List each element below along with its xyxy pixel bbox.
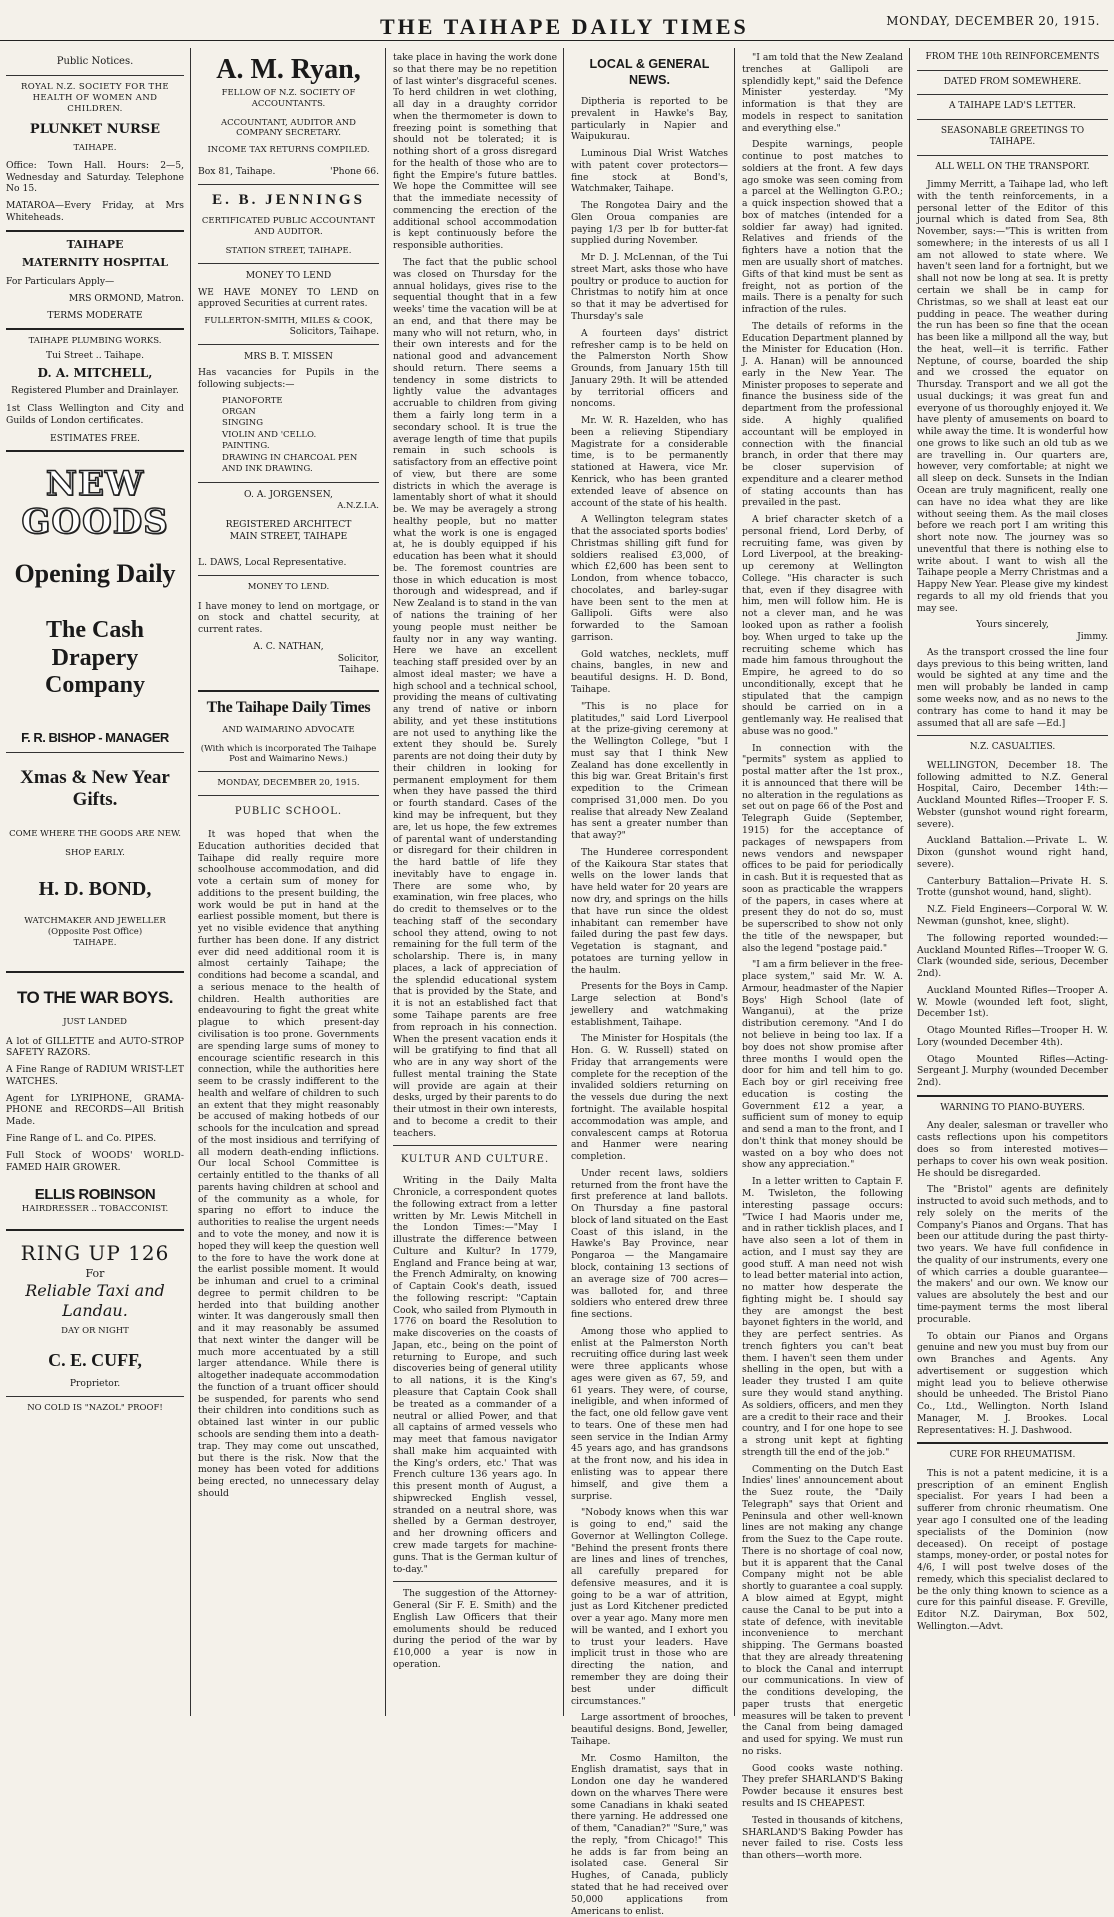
news-item: "I am a firm believer in the free-place system," said Mr. W. A. Armour, headmaster of the Napier Boys' High School (late of Wanganui), at the prize distribution ceremony. "And I do not believe in being too lax. If a boy does not show promise after three months I would open the door for him and tell him to go. Each boy or girl receiving free education is costing the Government £12 a year, a sufficient sum of money to equip and send a man to the front, and I don't think that money should be wasted on a boy who does not show any appreciation." (742, 959, 903, 1171)
rheumatism-text: This is not a patent medicine, it is a prescription of an eminent English specialist. For years I had been a sufferer from chronic rheumatism. One year ago I consulted one of the leading specialists of the Dominion (now deceased). On receipt of postage stamps, money-order, or postal notes for 4/6, I will post twelve doses of the remedy, which this specialist declared to be the only thing known to science as a cure for this painful disease. F. Greville, Editor N.Z. Dairyman, Box 502, Wellington.—Advt. (917, 1467, 1108, 1632)
dated-heading: DATED FROM SOMEWHERE. (943, 76, 1082, 87)
money2-sub2: Taihape. (339, 664, 379, 676)
kultur-text: Writing in the Daily Malta Chronicle, a correspondent quotes the following extract from a letter written by Mr. Lewis Mitchell in the London Times:—"May I illustrate the difference between Culture and Kultur? In 1779, England and France being at war, the French Admiralty, on knowing of Captain Cook's death, issued the following rescript: "Captain Cook, who sailed from Plymouth in 1776 on board the Resolution to make discoveries on the coasts of Japan, etc., being on the point of returning to Europe, and such discoveries being of general utility to all nations, it is the King's pleasure that Captain Cook shall be treated as a commander of a neutral or allied Power, and that all captains of armed vessels who may meet that famous navigator shall make him acquainted with the King's orders, etc.' That was French culture 136 years ago. In this present month of August, a shipwrecked English vessel, stranded on a neutral shore, was shelled by a German destroyer, and her drowning officers and crew made targets for machine-guns. That is the German kultur of to-day." (393, 1175, 557, 1575)
paper-name: The Taihape Daily Times (206, 699, 371, 717)
news-item: Tested in thousands of kitchens, SHARLAND'S Baking Powder has never failed to rise. Costs less than others—worth more. (742, 1814, 903, 1862)
news-item: Mr. W. R. Hazelden, who has been a relieving Stipendiary Magistrate for a considerable time, is to be permanently stationed at Hawera, vice Mr. Kenrick, who has been granted extended leave of absence on account of the state of his health. (571, 415, 728, 509)
divider (6, 450, 184, 452)
masthead (0, 0, 1114, 46)
bishop-manager: F. R. BISHOP - MANAGER (21, 729, 169, 745)
news-item: "This is no place for platitudes," said Lord Liverpool at the prize-giving ceremony at the Wellington College, "but I must say that I think New Zealand has done excellently in this big war. Great Britain's first expedition to the Crimean comprised 31,000 men. Do you realise that already New Zealand has sent a greater number than that away?" (571, 700, 728, 842)
public-school-heading: PUBLIC SCHOOL. (234, 806, 343, 818)
news-item: Under recent laws, soldiers returned from the front have the first preference at land ballots. On Thursday a fine pastoral block of land situated on the East Coast of this island, in the Hawke's Bay Province, near Pongaroa — the Mangamaire block, containing 13 sections of an average size of 700 acres—was balloted for, and three soldiers who entered drew three fine sections. (571, 1167, 728, 1321)
new-goods-headline-2: GOODS (21, 501, 169, 542)
cuff-name: C. E. CUFF, (48, 1349, 142, 1370)
public-school-paragraph: The fact that the public school was closed on Thursday for the annual holidays, gives rise to the sequential thought that in a few weeks' time the vacation will be at an end, and that there may be many who will not return, who, in their own interests and for the national good and advancement should return. There seems a tendency in some districts to lightly value the advantages accruable to children from giving them a fairly long term in a secondary school. It is true the average length of time that pupils remain in such schools is satisfactory from an effective point of view, but there are some districts in which the average is lamentably short of what it should be. We may be averagely a strong healthy people, but no matter what the work is one is engaged at, he is doubly equipped if his education has been what it should be. The foremost countries are those in which education is most thorough and widespread, and if New Zealand is to stand in the van of nations the training of her young people must neither be faulty nor in any way wanting. Here we have an excellent teaching staff presided over by an almost ideal master; we have a high school and a technical school, providing the means of cultivating any trend of native or inborn ability, and yet these institutions are not used to anything like the extent they should be. Surely parents are not doing their duty by their children in looking for permanent employment for them when they have passed the third or fourth standard. Cases of the kind may be infrequent, but they are, let us hope, the few extremes of parental want of understanding or disregard for their children in the hard battle of life they inevitably have to engage in. There are some who, by examination, win free places, who do credit to themselves or to the teaching staff of the secondary school they attend, owing to not remaining for the full term of the scholarship. There is, in many places, a lack of appreciation of the splendid educational system that is provided by the State, and it is not an established fact that some Taihape parents are free from reproach in his connection. When the present vacation ends it will be gratifying to find that all who are in any way short of the fullest mental training the State will provide are again at their desks, urged by their parents to do their utmost in their own interests, and to become a credit to their teachers. (393, 257, 557, 1139)
letter-signature: Jimmy. (1077, 631, 1108, 643)
jorgensen-address: MAIN STREET, TAIHAPE (229, 531, 348, 543)
ryan-trade: ACCOUNTANT, AUDITOR AND COMPANY SECRETARY. (221, 117, 356, 139)
day-or-night: DAY OR NIGHT (61, 1325, 129, 1336)
maternity-title: TAIHAPE (66, 237, 124, 251)
news-item: Mr. Cosmo Hamilton, the English dramatist, says that in London one day he wandered down on the wharves There were some Canadians in khaki seated there yarning. He addressed one of them, "Canadian?" "Sure," was the reply, "from Chicago!" This he adds is far from being an isolated case. General Sir Hughes, of Canada, publicly stated that he had received over 50,000 applications from Americans to enlist. (571, 1752, 728, 1917)
jennings-address: STATION STREET, TAIHAPE. (225, 245, 352, 256)
masthead-rule (0, 40, 1114, 41)
casualties-heading: N.Z. CASUALTIES. (969, 742, 1056, 753)
divider (393, 1145, 557, 1146)
jorgensen-registered: REGISTERED ARCHITECT (225, 519, 352, 531)
divider (6, 1396, 184, 1397)
news-item: Gold watches, necklets, muff chains, bangles, in new and beautiful designs. H. D. Bond, Taihape. (571, 648, 728, 695)
ryan-tax: INCOME TAX RETURNS COMPILED. (207, 145, 370, 156)
news-item: Among those who applied to enlist at the Palmerston North recruiting office during last week were three applicants whose ages were given as 67, 59, and 61 years. They were, of course, ineligible, and when informed of the fact, one old fellow gave vent to tears. One of these men had seen service in the Indian Army 45 years ago, and has grandsons at the front now, and his idea in enlisting was to appear there himself, and give them a surprise. (571, 1325, 728, 1502)
ring-up: RING UP 126 (20, 1241, 170, 1266)
plumbing-address: Tui Street .. Taihape. (46, 350, 144, 362)
divider (198, 482, 379, 483)
ring-for: For (85, 1266, 105, 1280)
new-goods-headline: NEW (45, 464, 145, 505)
column-rule (909, 48, 910, 1716)
reinforcements-heading: FROM THE 10th REINFORCEMENTS (925, 52, 1100, 62)
subject-item: ORGAN (222, 406, 256, 417)
divider (198, 575, 379, 576)
divider (917, 94, 1108, 95)
come-where: COME WHERE THE GOODS ARE NEW. (9, 829, 181, 840)
news-item: Commenting on the Dutch East Indies' lines' announcement about the Suez route, the "Daily Telegraph" says that Orient and Peninsula and other well-known lines are not making any change from the Suez to the Cape route. There is no shortage of coal now, but it is apparent that the Canal Company might not be able shortly to guarantee a coal supply. A blow aimed at Egypt, might cause the Canal to be put into a state of defence, with inevitable inconvenience to merchant shipping. The Germans boasted that they are already threatening to block the Canal and interrupt our communications. In view of the conditions developing, the paper trusts that energetic measures will be taken to prevent the Canal from being damaged and used for spying. We must run no risks. (742, 1463, 903, 1757)
divider (6, 328, 184, 330)
news-item: Mr D. J. McLennan, of the Tui street Mart, asks those who have poultry or produce to auction for Christmas to notify him at once so that it may be advertised for Thursday's sale (571, 252, 728, 323)
column-letters-casualties (911, 48, 1114, 1708)
paper-incorporated: (With which is incorporated The Taihape Post and Waimarino News.) (200, 743, 377, 765)
war-item: Fine Range of L. and Co. PIPES. (6, 1132, 157, 1144)
subject-item: VIOLIN AND 'CELLO. (222, 429, 317, 440)
plunket-nurse: PLUNKET NURSE (29, 122, 161, 138)
missen-subjects (198, 396, 379, 476)
transport-heading: ALL WELL ON THE TRANSPORT. (935, 161, 1090, 172)
divider (6, 75, 184, 76)
plumbing-registered: Registered Plumber and Drainlayer. (11, 385, 179, 397)
missen-text: Has vacancies for Pupils in the following subjects:— (198, 366, 379, 390)
news-item: Diptheria is reported to be prevalent in Hawke's Bay, particularly in Napier and Waipukurau. (571, 96, 728, 143)
ryan-box: Box 81, Taihape. (198, 166, 276, 178)
plumbing-title: TAIHAPE PLUMBING WORKS. (28, 336, 162, 347)
war-item: A lot of GILLETTE and AUTO-STROP SAFETY RAZORS. (6, 1035, 184, 1059)
column-advertisements (0, 48, 190, 1708)
divider (198, 344, 379, 345)
maternity-terms: TERMS MODERATE (47, 310, 143, 322)
divider (393, 1581, 557, 1582)
divider (917, 1442, 1108, 1444)
money-firm-sub: Solicitors, Taihape. (289, 326, 379, 338)
opening-daily: Opening Daily (14, 559, 176, 589)
news-item: A fourteen days' district refresher camp is to be held on the Palmerston North Show Grounds, from January 15th till January 29th. It will be attended by territorial officers and noncoms. (571, 327, 728, 410)
divider (198, 690, 379, 692)
news-item: The details of reforms in the Education Department planned by the Minister for Education (Hon. J. A. Hanan) will be announced early in the New Year. The Minister proposes to seperate and finance the business side of the department from the professional side. A highly qualified accountant will be employed in connection with the financial branch, in order that there may be closer supervision of expenditure and a clearer method of stating accounts than has prevailed in the past. (742, 320, 903, 509)
public-school-continued: take place in having the work done so that there may be no repetition of last winter's disgraceful scenes. To herd children in wet clothing, all day in a draughty corridor when the thermometer is down to freezing point is something that should not be tolerated; it is nothing short of a gross disregard for the health of those who are to fight the Empire's future battles. We hope the Committee will see that the immediate necessity of commencing the erection of the additional school accommodation is kept continuously before the responsible authorities. (393, 52, 557, 252)
piano-text: Any dealer, salesman or traveller who casts reflections upon his competitors does so from interested motives—perhaps to cover his own weak position. He should be disregarded. (917, 1120, 1108, 1179)
casualty-item: The following reported wounded:— Auckland Mounted Rifles—Trooper W. G. Clark (wounded side, serious, December 2nd). (917, 932, 1108, 980)
issue-date: MONDAY, DECEMBER 20, 1915. (886, 14, 1100, 28)
divider (917, 119, 1108, 120)
divider (6, 230, 184, 232)
editorial-date: MONDAY, DECEMBER 20, 1915. (217, 778, 360, 789)
money-text: WE HAVE MONEY TO LEND on approved Securities at current rates. (198, 287, 379, 310)
news-item: Presents for the Boys in Camp. Large selection at Bond's jewellery and watchmaking establishment, Taihape. (571, 981, 728, 1028)
subject-item: PAINTING. (222, 441, 270, 452)
money2-sub: Solicitor, (337, 652, 379, 664)
jennings-trade: CERTIFICATED PUBLIC ACCOUNTANT AND AUDITOR. (201, 216, 376, 238)
news-item: "Nobody knows when this war is going to end," said the Governor at Wellington College. "Behind the present fronts there are lines and lines of trenches, all carefully prepared for defensive measures, and it is going to be a war of attrition, just as Lord Kitchener predicted over a year ago. Many more men will be wanted, and I exhort you to trust your leaders. Have implicit trust in those who are directing the nation, and remember they are doing their best under difficult circumstances." (571, 1507, 728, 1707)
plunket-place: TAIHAPE. (73, 143, 117, 154)
casualty-item: N.Z. Field Engineers—Corporal W. W. Newman (gunshot, knee, slight). (917, 904, 1108, 928)
casualty-item: WELLINGTON, December 18. The following admitted to N.Z. General Hospital, Cairo, December 14th:— Auckland Mounted Rifles—Trooper F. S. Webster (gunshot wound right forearm, severe). (917, 759, 1108, 830)
cash-drapery: The Cash Drapery Company (44, 616, 146, 699)
war-item: Full Stock of WOODS' WORLD-FAMED HAIR GROWER. (6, 1149, 184, 1173)
column-rule (734, 48, 735, 1716)
maternity-hospital: MATERNITY HOSPITAL (21, 255, 169, 269)
rheumatism-heading: CURE FOR RHEUMATISM. (949, 1450, 1076, 1461)
bond-place: TAIHAPE. (73, 938, 117, 949)
news-item: Good cooks waste nothing. They prefer SHARLAND'S Baking Powder because it ensures best results and IS CHEAPEST. (742, 1762, 903, 1810)
jennings-name: E. B. JENNINGS (212, 191, 365, 208)
jorgensen-rep: L. DAWS, Local Representative. (198, 556, 347, 568)
casualty-item: Auckland Mounted Rifles—Trooper A. W. Mowle (wounded left foot, slight, December 1st). (917, 984, 1108, 1020)
xmas-gifts: Xmas & New Year Gifts. (20, 767, 170, 811)
news-item: A brief character sketch of a personal friend, Lord Derby, of recruiting fame, was given by Lord Liverpool, at the breaking-up ceremony at Wellington College. "His character is such that, even if they disagree with him, men will follow him. He is not a clever man, and he was looked upon as rather a foolish boy. When urged to take up the recruiting scheme which has made him famous throughout the Empire, he agreed to do so unconditionally, except that he stipulated that the campign should be carried on in a gentlemanly way. He realised that abuse was no good." (742, 514, 903, 737)
news-item: The Minister for Hospitals (the Hon. G. W. Russell) stated on Friday that arrangements were complete for the reception of the invalided soldiers returning on the vessels due during the next fortnight. The available hospital accommodation was ample, and convalescent camps at Rotorua and Hanmer were nearing completion. (571, 1033, 728, 1163)
society-notice: ROYAL N.Z. SOCIETY FOR THE HEALTH OF WOMEN AND CHILDREN. (20, 81, 170, 114)
divider (917, 70, 1108, 71)
money2-name: A. C. NATHAN, (253, 640, 324, 652)
war-item: A Fine Range of RADIUM WRIST-LET WATCHES. (6, 1064, 184, 1087)
news-item: Luminous Dial Wrist Watches with patent cover protectors—fine stock at Bond's, Watchmaker, Taihape. (571, 148, 728, 195)
seasonable-heading: SEASONABLE GREETINGS TO TAIHAPE. (940, 125, 1085, 148)
maternity-matron: MRS ORMOND, Matron. (68, 292, 184, 304)
bond-name: H. D. BOND, (38, 877, 152, 900)
cuff-proprietor: Proprietor. (69, 1377, 121, 1389)
news-item: In a letter written to Captain F. M. Twisleton, the following interesting passage occurs: "Twice I had Maoris under me, and in rather ticklish places, and I have also seen a lot of them in action, and I must say they are good stuff. A man need not wish to lead better material into action, no matter how desperate the fighting might be. I should say they are amongst the best bayonet fighters in the world, and they are perfect sentries. As trench fighters you can't beat them. I haven't seen them under shelling in the open, but with a leader they trusted I am quite sure they would stand anything. As soldiers, officers, and men they are a credit to their race and their country, and I for one hope to see a strong unit kept at fighting strength till the end of the job." (742, 1176, 903, 1458)
divider (198, 184, 379, 185)
war-boys: TO THE WAR BOYS. (16, 988, 174, 1007)
jorgensen-name: O. A. JORGENSEN, (244, 488, 333, 500)
news-item: "I am told that the New Zealand trenches at Gallipoli are splendidly kept," said the Defence Minister yesterday. "My information is that they are models in respect to sanitation and everything else." (742, 52, 903, 134)
ryan-fellow: FELLOW OF N.Z. SOCIETY OF ACCOUNTANTS. (221, 87, 356, 109)
divider (6, 1229, 184, 1231)
just-landed: JUST LANDED (63, 1016, 127, 1027)
plumbing-estimates: ESTIMATES FREE. (50, 432, 140, 444)
public-notices-heading: Public Notices. (56, 56, 134, 67)
letter-text: Jimmy Merritt, a Taihape lad, who left with the tenth reinforcements, in a personal letter of the Editor of this journal which is dated from Sea, 8th November, says:—"This is written from somewhere; in the interests of us all I am not allowed to state where. We haven't seen land for a fortnight, but we shall not now be long at sea. It is pretty certain we shall be in camp for Christmas, so we shall at least eat our pudding in peace. The weather during the run has been so fine that the ocean has been like a millpond all the way, but the heat, well—it is terrific. Father Neptune, of course, boarded the ship and we crossed the equator on Thursday. Transport and we all got the usual duckings; it was great fun and everyone of us thoroughly enjoyed it. We have plenty of amusements on board to while away the time. It is wonderful how one grows to like such an old tub as we are travelling in. Our quarters are, however, very comfortable; at night we all sleep on deck. Sunsets in the Indian Ocean are truly magnificent, really one can have no idea what they are like without seeing them. As the mail closes before we reach port I am writing this short note now. The journey was so uneventful that there is nothing else to write about. I want to wish all the Taihape people a Merry Christmas and a Happy New Year. Please give my kindest regards to all my old friends that you may see. (917, 179, 1108, 614)
subject-item: SINGING (222, 418, 263, 429)
news-item: Large assortment of brooches, beautiful designs. Bond, Jeweller, Taihape. (571, 1712, 728, 1747)
piano-text: The "Bristol" agents are definitely instructed to avoid such methods, and to rely solely on the merits of the Company's Pianos and Organs. That has been our attitude during the past thirty-two years. We have full confidence in the quality of our instruments, every one of which carries a double guarantee—the makers' and our own. We know our values are absolutely the best and our time-payment terms the most liberal procurable. (917, 1184, 1108, 1325)
money2-title: MONEY TO LEND. (247, 581, 330, 592)
casualty-item: Otago Mounted Rifles—Trooper H. W. Lory (wounded December 4th). (917, 1025, 1108, 1048)
casualty-item: Otago Mounted Rifles—Acting-Sergeant J. Murphy (wounded December 2nd). (917, 1053, 1108, 1089)
ryan-name: A. M. Ryan, (216, 54, 361, 85)
column-local-news (565, 48, 734, 1917)
column-news-continued (736, 48, 909, 1862)
letter-signoff: Yours sincerely, (976, 619, 1049, 631)
missen-name: MRS B. T. MISSEN (244, 351, 333, 363)
shop-early: SHOP EARLY. (65, 847, 125, 858)
column-rule (190, 48, 191, 1716)
lad-letter-heading: A TAIHAPE LAD'S LETTER. (949, 101, 1076, 112)
piano-heading: WARNING TO PIANO-BUYERS. (940, 1102, 1085, 1113)
news-item: A Wellington telegram states that the associated sports bodies' Christmas shilling gift fund for soldiers realised £3,000, of which £2,600 has been sent to London, from whence tobacco, chocolates, and barley-sugar have been sent to the men at Gallipoli. Gifts were also forwarded to the Samoan garrison. (571, 514, 728, 643)
divider (198, 795, 379, 796)
piano-text: To obtain our Pianos and Organs genuine and new you must buy from our own Branches and Agents. Any advertisement or suggestion which might lead you to believe otherwise should be unheeded. The Bristol Piano Co., Ltd., Wellington. North Island Manager, M. J. Brookes. Local Representatives: H. J. Dashwood. (917, 1330, 1108, 1436)
local-news-heading: LOCAL & GENERAL NEWS. (589, 57, 710, 87)
ryan-phone: 'Phone 66. (329, 166, 379, 178)
divider (198, 263, 379, 264)
maternity-apply: For Particulars Apply— (6, 275, 115, 287)
ring-landau: Landau. (62, 1301, 128, 1321)
nazol-ad: NO COLD IS "NAZOL" PROOF! (27, 1402, 163, 1413)
news-item: In connection with the "permits" system as applied to postal matter after the 1st prox., it is announced that there will be no alteration in the regulations as set out on page 66 of the Post and Telegraph Guide (September, 1915) for the acceptance of packages of newspapers from news vendors and newspaper offices to be paid for periodically in cash. But it is requested that as soon as practicable the wrappers of the papers, in cases where at present they do not do so, must be superscribed to show not only the title of the newspaper, but also the legend "postage paid." (742, 742, 903, 954)
divider (6, 971, 184, 973)
plumbing-certificates: 1st Class Wellington and City and Guilds of London certificates. (6, 402, 184, 426)
kultur-heading: KULTUR AND CULTURE. (400, 1154, 550, 1166)
bond-trade: WATCHMAKER AND JEWELLER (Opposite Post Office) (24, 916, 166, 938)
column-editorial (387, 48, 563, 1708)
news-item: The Hunderee correspondent of the Kaikoura Star states that wells on the lower lands that have held water for 20 years are now dry, and springs on the hills that have run since the oldest inhabitant can remember have failed during the past few days. Vegetation is stagnant, and potatoes are turning yellow in the haulm. (571, 846, 728, 976)
money-to-lend: MONEY TO LEND (245, 269, 332, 281)
plumbing-name: D. A. MITCHELL, (37, 365, 153, 380)
war-item: Agent for LYRIPHONE, GRAMA-PHONE and RECORDS—All British Made. (6, 1092, 184, 1128)
divider (917, 735, 1108, 736)
newspaper-title: THE TAIHAPE DAILY TIMES (380, 14, 749, 39)
column-rule (563, 48, 564, 1716)
money-firm: FULLERTON-SMITH, MILES & COOK, (204, 315, 373, 326)
ellis-trade: HAIRDRESSER .. TOBACCONIST. (21, 1204, 169, 1215)
news-item: The Rongotea Dairy and the Glen Oroua companies are paying 1/3 per lb for butter-fat supplied during November. (571, 200, 728, 247)
jorgensen-sub: A.N.Z.I.A. (337, 500, 379, 511)
kultur-paragraph: The suggestion of the Attorney-General (Sir F. E. Smith) and the English Law Officers that their emoluments should be reduced during the period of the war by £10,000 a year is now in operation. (393, 1588, 557, 1670)
editor-note: As the transport crossed the line four days previous to this being written, land would be sighted at any time and the men will probably be landed in camp some weeks now, and as no news to the contrary has come to hand it may be assumed that all are safe —Ed.] (917, 646, 1108, 729)
news-item: Despite warnings, people continue to post matches to soldiers at the front. A few days ago smoke was seen coming from a parcel at the Wellington G.P.O.; a quick inspection showed that a box of matches (intended for a soldier far away) had ignited. Relatives and friends of the fighters have a notion that the men are usually short of matches. Gifts of that kind must be sent as freight, not as portion of the mails. There is a penalty for such infraction of the rules. (742, 139, 903, 316)
ring-taxi: Reliable Taxi and (25, 1281, 165, 1301)
subject-item: DRAWING IN CHARCOAL PEN AND INK DRAWING. (222, 452, 358, 475)
money2-text: I have money to lend on mortgage, or on stock and chattel security, at current rates. (198, 600, 379, 636)
casualty-item: Auckland Battalion.—Private L. W. Dixon (gunshot wound right hand, severe). (917, 835, 1108, 870)
paper-sub: AND WAIMARINO ADVOCATE (222, 724, 355, 735)
mataroa-notice: MATAROA—Every Friday, at Mrs Whiteheads. (6, 200, 184, 223)
plunket-office: Office: Town Hall. Hours: 2—5, Wednesday and Saturday. Telephone No 15. (6, 159, 184, 195)
divider (6, 752, 184, 753)
public-school-text: It was hoped that when the Education authorities decided that Taihape did really require more schoolhouse accommodation, and did vote a certain sum of money for additions to the present building, the work would be put in hand at the earliest possible moment, but there is yet no visible evidence that anything further has been done. If any district ever did need additional room it is almost certainly Taihape; the conditions had become a scandal, and a serious menace to the health of children. Health authorities are endeavouring to fight the great white plague to which present-day civilisation is too prone. Governments are spending large sums of money to encourage scientific research in this connection, while the authorities here seem to be crassly indifferent to the health and welfare of children to such an extent that they might reasonably be accused of making hotbeds of our schools for the inculcation and spread of the most insidious and terrifying of all modern death-ending inflictions. Our local School Committee is certainly entitled to the thanks of all parents having children at school and of the community as a whole, for sparing no effort to induce the authorities to realise the urgent needs and to vote the money, and now it is hoped they will keep the question well to the fore to have the work done at the earlist possible moment. It would be inhuman and cruel to a criminal degree to permit children to be herded into that building another winter. It was dangerously small then and it may reasonably be assumed that next winter the danger will be much more accentuated by a still larger attendance. While there is altogether inadequate accommodation the function of a truant officer should be suspended, for parents who send their children into conditions such as obtained last winter in our public schools are sending them into a death-trap. They may come out unscathed, but there is the risk. Now that the money has been voted for additions being erected, no unnecessary delay should (198, 828, 379, 1499)
casualty-item: Canterbury Battalion—Private H. S. Trotte (gunshot wound, hand, slight). (917, 875, 1108, 899)
divider (917, 1095, 1108, 1097)
divider (917, 155, 1108, 156)
ellis-robinson: ELLIS ROBINSON (34, 1186, 156, 1204)
divider (198, 771, 379, 772)
column-rule (385, 48, 386, 1716)
subject-item: PIANOFORTE (222, 395, 283, 406)
column-professional-notices (192, 48, 385, 1708)
